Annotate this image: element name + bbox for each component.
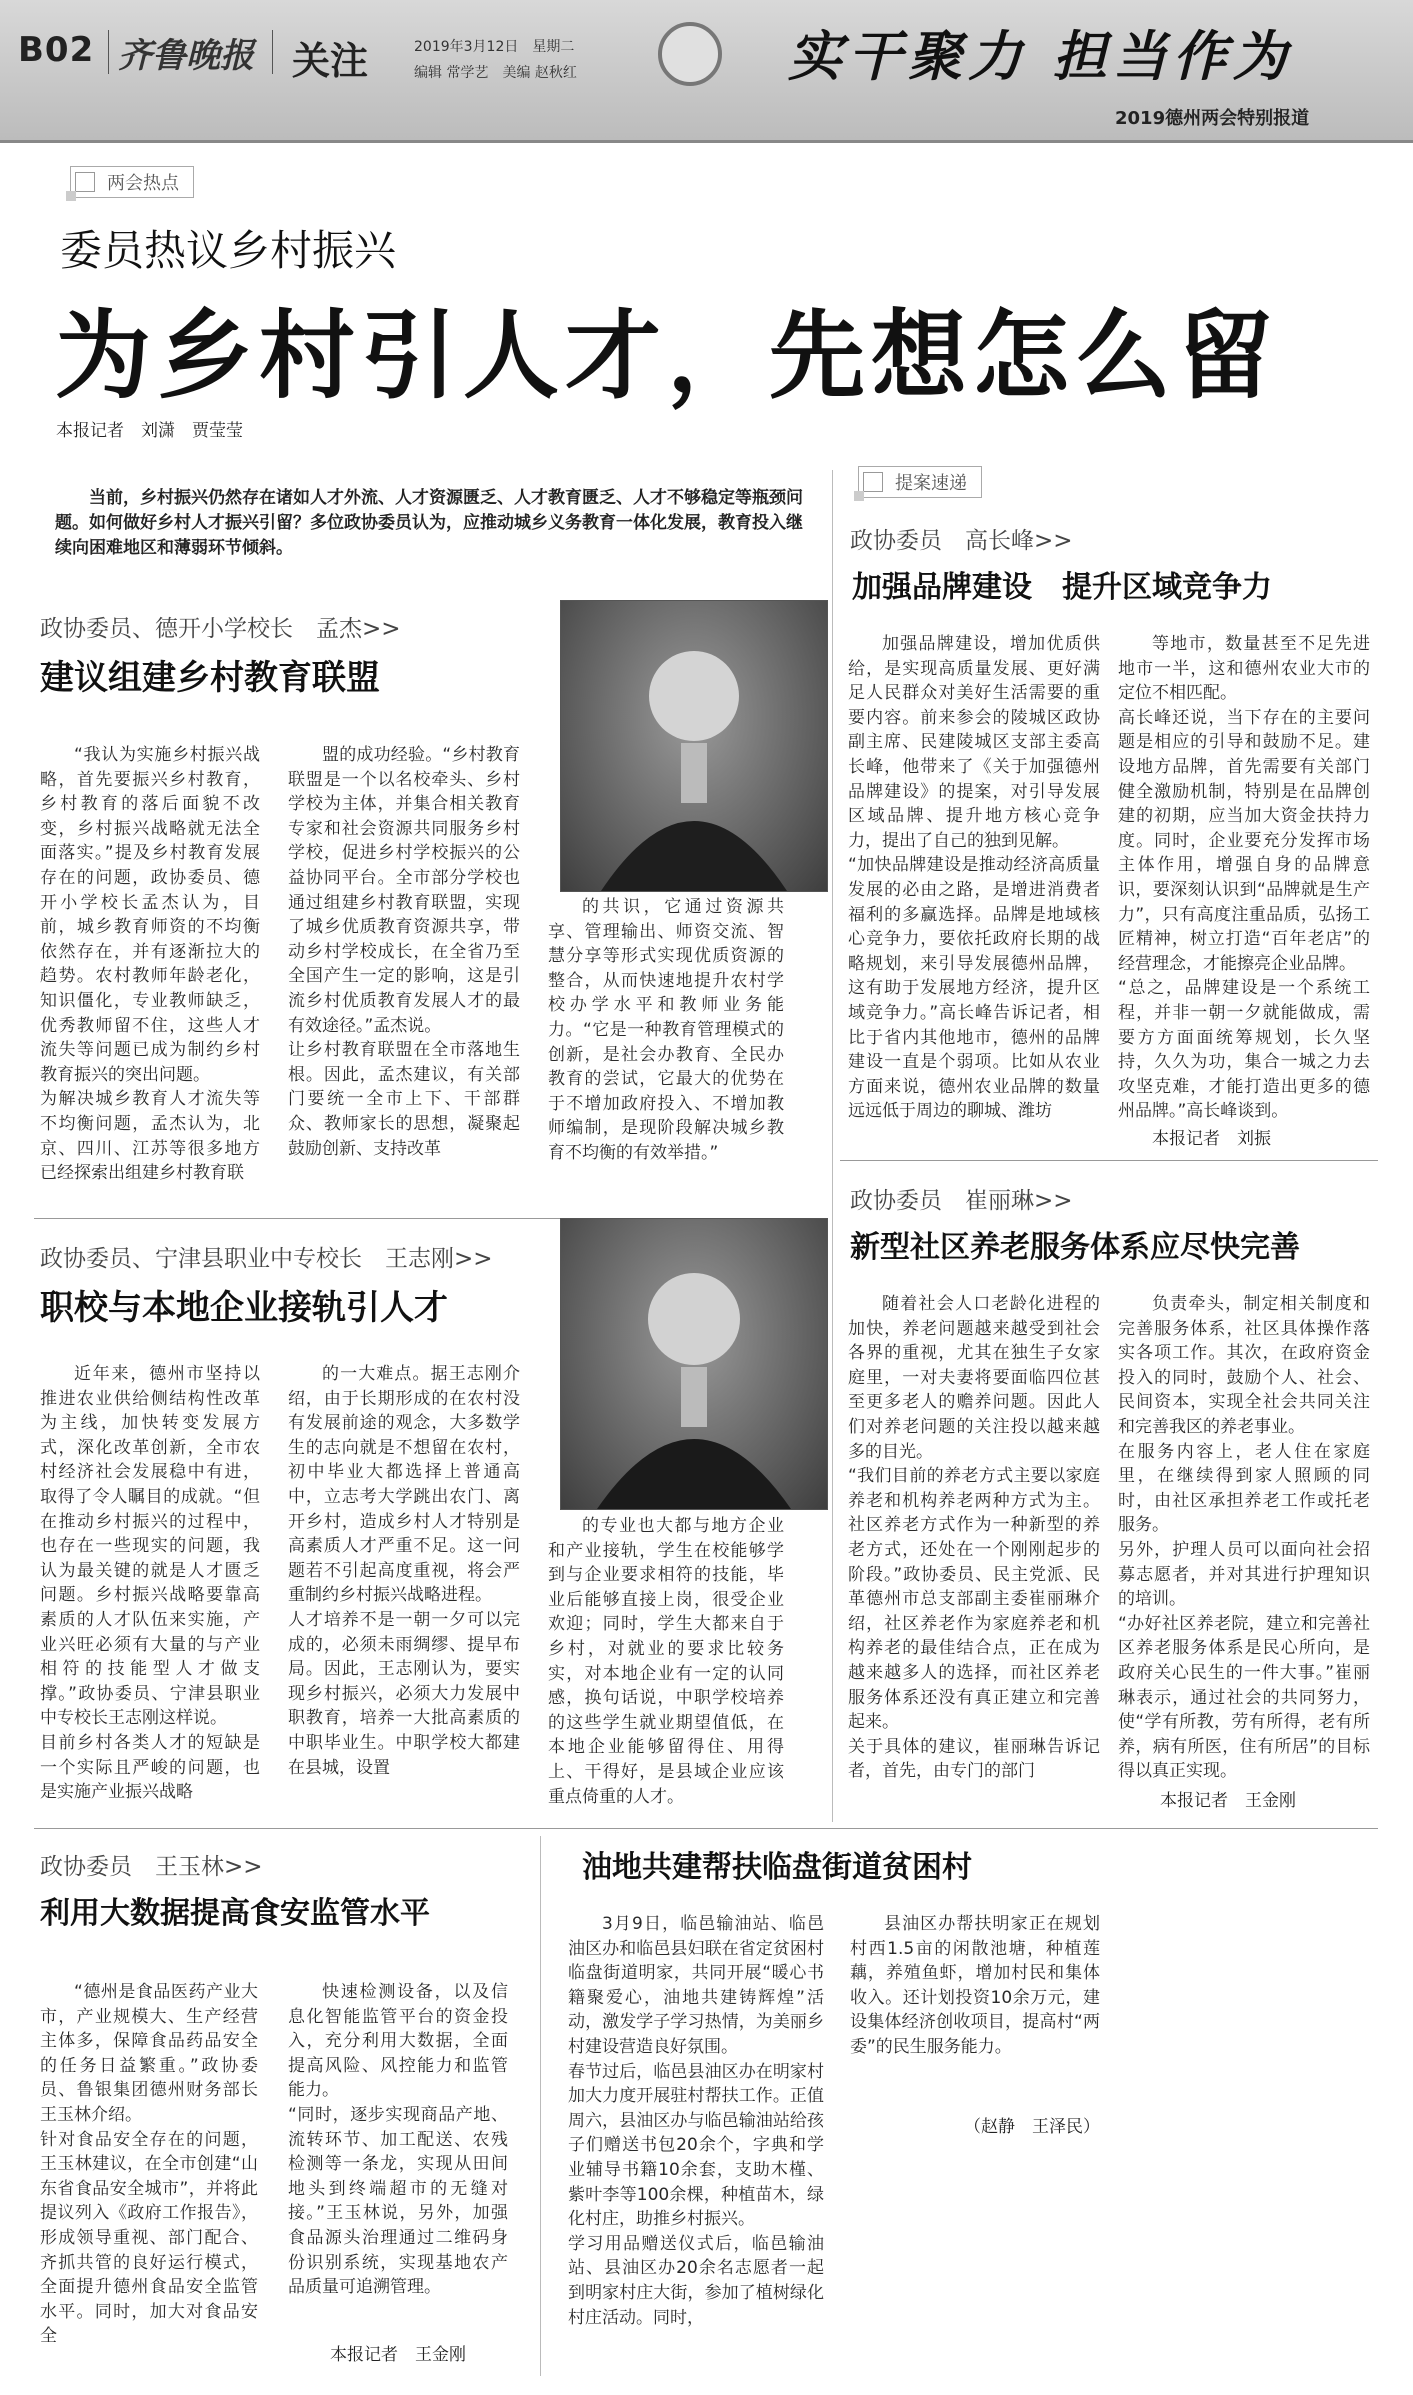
divider xyxy=(108,30,109,74)
slogan: 实干聚力 担当作为 xyxy=(788,24,1293,88)
a6-headline: 油地共建帮扶临盘街道贫困村 xyxy=(582,1850,972,1885)
portrait-photo-mengjie xyxy=(560,600,828,892)
a1-col1: “我认为实施乡村振兴战略，首先要振兴乡村教育，乡村教育的落后面貌不改变，乡村振兴战略就无法全面落实。”提及乡村教育发展存在的问题，政协委员、德开小学校长孟杰认为，目前，城乡教育师资的不均衡依然存在，并有逐渐拉大的趋势。农村教师年龄老化，知识僵化，专业教师缺乏，优秀教师留不住，这些人才流失等问题已成为制约乡村教育振兴的突出问题。 为解决城乡教育人才流失等不均衡问题，孟杰认为，北京、四川、江苏等很多地方已经探索出组建乡村教育联 xyxy=(40,745,260,1184)
a2-col2: 的一大难点。据王志刚介绍，由于长期形成的在农村没有发展前途的观念，大多数学生的志向就是不想留在农村，初中毕业大都选择上普通高中，立志考大学跳出农门、离开乡村，造成乡村人才特别是高素质人才严重不足。这一问题若不引起高度重视，将会严重制约乡村振兴战略进程。 人才培养不是一朝一夕可以完成的，必须未雨绸缪、提早布局。因此，王志刚认为，要实现乡村振兴，必须大力发展中职教育，培养一大批高素质的中职毕业生。中职学校大都建在县城，设置 xyxy=(288,1364,520,1778)
divider xyxy=(272,30,273,74)
a3-headline: 利用大数据提高食安监管水平 xyxy=(40,1896,430,1931)
a4-kicker: 政协委员 高长峰>> xyxy=(850,528,1073,554)
a4-headline: 加强品牌建设 提升区域竞争力 xyxy=(852,570,1272,605)
a1-headline: 建议组建乡村教育联盟 xyxy=(40,658,380,698)
a5-kicker: 政协委员 崔丽琳>> xyxy=(850,1188,1073,1214)
a2-col1: 近年来，德州市坚持以推进农业供给侧结构性改革为主线，加快转变发展方式，深化改革创新，全市农村经济社会发展稳中有进，取得了令人瞩目的成就。“但在推动乡村振兴的过程中，也存在一些现实的问题，我认为最关键的就是人才匮乏问题。乡村振兴战略要靠高素质的人才队伍来实施，产业兴旺必须有大量的与产业相符的技能型人才做支撑。”政协委员、宁津县职业中专校长王志刚这样说。 目前乡村各类人才的短缺是一个实际且严峻的问题，也是实施产业振兴战略 xyxy=(40,1364,260,1803)
a4-byline: 本报记者 刘振 xyxy=(1152,1129,1271,1149)
section-rule xyxy=(840,1160,1378,1161)
person-silhouette-icon xyxy=(561,1219,827,1509)
special-report-label: 2019德州两会特别报道 xyxy=(1115,108,1310,129)
column-divider xyxy=(832,470,833,1822)
a2-headline: 职校与本地企业接轨引人才 xyxy=(40,1288,448,1328)
a5-col1: 随着社会人口老龄化进程的加快，养老问题越来越受到社会各界的重视，尤其在独生子女家庭里，一对夫妻将要面临四位甚至更多老人的赡养问题。因此人们对养老问题的关注投以越来越多的目光。 “我们目前的养老方式主要以家庭养老和机构养老两种方式为主。社区养老方式作为一种新型的养老方式，还处在一个刚刚起步的阶段。”政协委员、民主党派、民革德州市总支部副主委崔丽琳介绍，社区养老作为家庭养老和机构养老的最佳结合点，正在成为越来越多人的选择，而社区养老服务体系还没有真正建立和完善起来。 关于具体的建议，崔丽琳告诉记者，首先，由专门的部门 xyxy=(848,1294,1100,1782)
a4-col2: 等地市，数量甚至不足先进地市一半，这和德州农业大市的定位不相匹配。 高长峰还说，当下存在的主要问题是相应的引导和鼓励不足。建设地方品牌，首先需要有关部门健全激励机制，特别是在品牌创建的初期，应当加大资金扶持力度。同时，企业要充分发挥市场主体作用，增强自身的品牌意识，要深刻认识到“品牌就是生产力”，只有高度注重品质，弘扬工匠精神，树立打造“百年老店”的经营理念，才能擦亮企业品牌。 “总之，品牌建设是一个系统工程，并非一朝一夕就能做成，需要方方面面统筹规划，长久坚持，久久为功，集合一城之力去攻坚克难，才能打造出更多的德州品牌。”高长峰谈到。 xyxy=(1118,634,1370,1122)
a1-col3: 的共识，它通过资源共享、管理输出、师资交流、智慧分享等形式实现优质资源的整合，从而快速地提升农村学校办学水平和教师业务能力。“它是一种教育管理模式的创新，是社会办教育、全民办教育的尝试，它最大的优势在于不增加政府投入、不增加教师编制，是现阶段解决城乡教育不均衡的有效举措。” xyxy=(548,897,784,1163)
a5-headline: 新型社区养老服务体系应尽快完善 xyxy=(850,1230,1300,1265)
editors: 编辑 常学艺 美编 赵秋红 xyxy=(414,65,577,81)
a2-kicker: 政协委员、宁津县职业中专校长 王志刚>> xyxy=(40,1246,493,1272)
a5-byline: 本报记者 王金刚 xyxy=(1160,1791,1296,1811)
section-title: 关注 xyxy=(292,39,369,83)
square-icon xyxy=(863,472,883,492)
a2-col3: 的专业也大都与地方企业和产业接轨，学生在校能够学到与企业要求相符的技能，毕业后能够直接上岗，很受企业欢迎；同时，学生大都来自于乡村，对就业的要求比较务实，对本地企业有一定的认同感，换句话说，中职学校培养的这些学生就业期望值低，在本地企业能够留得住、用得上、干得好，是县域企业应该重点倚重的人才。 xyxy=(548,1516,784,1807)
a1-col2: 盟的成功经验。“乡村教育联盟是一个以名校牵头、乡村学校为主体，并集合相关教育专家和社会资源共同服务乡村学校，促进乡村学校振兴的公益协同平台。全市部分学校也通过组建乡村教育联盟，实现了城乡优质教育资源共享，带动乡村学校成长，在全省乃至全国产生一定的影响，这是引流乡村优质教育发展人才的最有效途径。”孟杰说。 让乡村教育联盟在全市落地生根。因此，孟杰建议，有关部门要统一全市上下、干部群众、教师家长的思想，凝聚起鼓励创新、支持改革 xyxy=(288,745,520,1159)
masthead-info xyxy=(414,34,577,86)
page-code: B02 xyxy=(18,30,95,70)
a3-kicker: 政协委员 王玉林>> xyxy=(40,1854,263,1880)
section-rule xyxy=(34,1828,1378,1829)
main-byline: 本报记者 刘潇 贾莹莹 xyxy=(56,421,243,441)
sub-headline: 委员热议乡村振兴 xyxy=(60,226,397,275)
a5-col2: 负责牵头，制定相关制度和完善服务体系，社区具体操作落实各项工作。其次，在政府资金投入的同时，鼓励个人、社会、民间资本，实现全社会共同关注和完善我区的养老事业。 在服务内容上，老人住在家庭里，在继续得到家人照顾的同时，由社区承担养老工作或托老服务。 另外，护理人员可以面向社会招募志愿者，并对其进行护理知识的培训。 “办好社区养老院，建立和完善社区养老服务体系是民心所向，是政府关心民生的一件大事。”崔丽琳表示，通过社会的共同努力，使“学有所教，劳有所得，老有所养，病有所医，住有所居”的目标得以真正实现。 xyxy=(1118,1294,1370,1782)
a6-col1: 3月9日，临邑输油站、临邑油区办和临邑县妇联在省定贫困村临盘街道明家，共同开展“暖心书籍聚爱心，油地共建铸辉煌”活动，激发学子学习热情，为美丽乡村建设营造良好氛围。 春节过后，临邑县油区办在明家村加大力度开展驻村帮扶工作。正值周六，县油区办与临邑输油站给孩子们赠送书包20余个，字典和学业辅导书籍10余套，支助木槿、紫叶李等100余棵，种植苗木，绿化村庄，助推乡村振兴。 学习用品赠送仪式后，临邑输油站、县油区办20余名志愿者一起到明家村庄大街，参加了植树绿化村庄活动。同时， xyxy=(568,1914,824,2328)
square-icon xyxy=(75,172,95,192)
tag-proposals: 提案速递 xyxy=(858,466,982,498)
brand-logo: 齐鲁晚报 xyxy=(118,36,254,76)
lead-paragraph: 当前，乡村振兴仍然存在诸如人才外流、人才资源匮乏、人才教育匮乏、人才不够稳定等瓶颈问题。如何做好乡村人才振兴引留？多位政协委员认为，应推动城乡义务教育一体化发展，教育投入继续向困难地区和薄弱环节倾斜。 xyxy=(55,488,803,558)
emblem-icon xyxy=(658,22,722,86)
a6-col2: 县油区办帮扶明家正在规划村西1.5亩的闲散池塘，种植莲藕，养殖鱼虾，增加村民和集体收入。还计划投资10余万元，建设集体经济创收项目，提高村“两委”的民生服务能力。 xyxy=(850,1914,1100,2057)
person-silhouette-icon xyxy=(561,601,827,891)
a6-byline: （赵静 王泽民） xyxy=(964,2117,1100,2137)
a3-byline: 本报记者 王金刚 xyxy=(330,2345,466,2365)
tag-hot-topics: 两会热点 xyxy=(70,166,194,198)
column-divider xyxy=(540,1836,541,2376)
a1-kicker: 政协委员、德开小学校长 孟杰>> xyxy=(40,616,401,642)
issue-date: 2019年3月12日 星期二 xyxy=(414,39,575,55)
a3-col2: 快速检测设备，以及信息化智能监管平台的资金投入，充分利用大数据，全面提高风险、风控能力和监管能力。 “同时，逐步实现商品产地、流转环节、加工配送、农残检测等一条龙，实现从田间地头到终端超市的无缝对接。”王玉林说，另外，加强食品源头治理通过二维码身份识别系统，实现基地农产品质量可追溯管理。 xyxy=(288,1982,508,2298)
portrait-photo-wangzhigang xyxy=(560,1218,828,1510)
main-headline: 为乡村引人才，先想怎么留 xyxy=(55,300,1279,412)
a3-col1: “德州是食品医药产业大市，产业规模大、生产经营主体多，保障食品药品安全的任务日益繁重。”政协委员、鲁银集团德州财务部长王玉林介绍。 针对食品安全存在的问题，王玉林建议，在全市创建“山东省食品安全城市”，并将此提议列入《政府工作报告》，形成领导重视、部门配合、齐抓共管的良好运行模式，全面提升德州食品安全监管水平。同时，加大对食品安全 xyxy=(40,1982,258,2347)
a4-col1: 加强品牌建设，增加优质供给，是实现高质量发展、更好满足人民群众对美好生活需要的重要内容。前来参会的陵城区政协副主席、民建陵城区支部主委高长峰，他带来了《关于加强德州品牌建设》的提案，对引导发展区域品牌、提升地方核心竞争力，提出了自己的独到见解。 “加快品牌建设是推动经济高质量发展的必由之路，是增进消费者福利的多赢选择。品牌是地域核心竞争力，要依托政府长期的战略规划，来引导发展德州品牌，这有助于发展地方经济，提升区域竞争力。”高长峰告诉记者，相比于省内其他地市，德州的品牌建设一直是个弱项。比如从农业方面来说，德州农业品牌的数量远远低于周边的聊城、潍坊 xyxy=(848,634,1100,1122)
